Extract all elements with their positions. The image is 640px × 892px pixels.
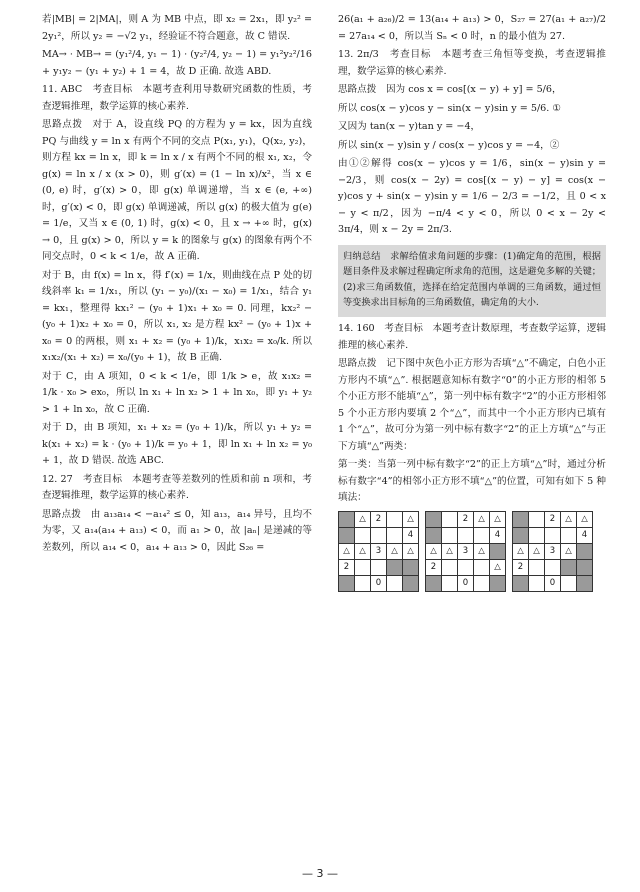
grid-cell: △: [426, 543, 442, 559]
grid-cell: [513, 575, 529, 591]
grid-cell: [529, 575, 545, 591]
grid-cell: △: [339, 543, 355, 559]
grid-cell: 3: [458, 543, 474, 559]
grid-cell: [513, 511, 529, 527]
grid-cell: [371, 559, 387, 575]
grid-cell: 2: [513, 559, 529, 575]
grid-cell: [387, 559, 403, 575]
grid-cell: [387, 527, 403, 543]
paragraph: 所以 sin(x − y)sin y / cos(x − y)cos y = −4，②: [338, 139, 560, 151]
paragraph: 若|MB| = 2|MA|，则 A 为 MB 中点，即 x₂ = 2x₁，即 y₂² = 2y₁²，所以 y₂ = −√2 y₁，经验证不符合题意，故 C 错误.: [42, 14, 312, 42]
grid-cell: △: [355, 543, 371, 559]
question-11-heading: 11. ABC 考查目标 本题考查利用导数研究函数的性质，考查逻辑推理，数学运算的核心素养.: [42, 84, 312, 112]
grid-cell: [339, 527, 355, 543]
grid-cell: [529, 527, 545, 543]
summary-box: [338, 245, 606, 318]
paragraph: 对于 D，由 B 项知，x₁ + x₂ = (y₀ + 1)/k，所以 y₁ + y₂ = k(x₁ + x₂) = k · (y₀ + 1)/k = y₀ + 1，即 ln x₁ + ln x₂ = y₀ + 1，故 D 错误. 故选 ABC.: [42, 422, 312, 466]
grid-figure: [338, 511, 419, 592]
grid-cell: [513, 527, 529, 543]
right-column: [338, 12, 606, 592]
grid-cell: [442, 511, 458, 527]
grid-cell: 3: [545, 543, 561, 559]
grid-cell: [387, 511, 403, 527]
grid-cell: [355, 559, 371, 575]
grid-cell: [474, 527, 490, 543]
grid-cell: [426, 527, 442, 543]
grid-cell: △: [561, 511, 577, 527]
grid-cell: [577, 543, 593, 559]
grid-cell: 4: [490, 527, 506, 543]
page-number: — 3 —: [302, 867, 338, 880]
question-12-heading: 12. 27 考查目标 本题考查等差数列的性质和前 n 项和，考查逻辑推理，数学运算的核心素养.: [42, 473, 312, 501]
grid-cell: △: [355, 511, 371, 527]
grid-cell: 0: [371, 575, 387, 591]
grid-cell: △: [577, 511, 593, 527]
grid-cell: [387, 575, 403, 591]
paragraph: 思路点拨 由 a₁₃a₁₄ < −a₁₄² ≤ 0，知 a₁₃，a₁₄ 异号，且均不为零，又 a₁₄(a₁₄ + a₁₃) < 0，而 a₁ > 0，故 |aₙ| 是递减的等差数列，所以 a₁₄ < 0，a₁₄ + a₁₃ > 0，因此 S₂₆ =: [42, 508, 312, 553]
grid-cell: [577, 559, 593, 575]
grid-cell: △: [403, 543, 419, 559]
grid-cell: [474, 575, 490, 591]
grid-cell: 2: [371, 511, 387, 527]
paragraph: 所以 cos(x − y)cos y − sin(x − y)sin y = 5/6. ①: [338, 102, 561, 114]
grid-cell: [458, 559, 474, 575]
grid-cell: △: [490, 511, 506, 527]
grid-cell: △: [490, 559, 506, 575]
question-13-heading: 13. 2π/3 考查目标 本题考查三角恒等变换，考查逻辑推理，数学运算的核心素养.: [338, 49, 606, 77]
paragraph: 思路点拨 对于 A，设直线 PQ 的方程为 y = kx，因为直线 PQ 与曲线 y = ln x 有两个不同的交点 P(x₁, y₁)，Q(x₂, y₂)，则方程 kx = ln x，即 k = ln x / x 有两个不同的根 x₁, x₂，令 g(x) = ln x / x (x > 0)，则 g′(x) = (1 − ln x)/x²，当 x ∈ (0, e) 时，g′(x) > 0，即 g(x) 单调递增，当 x ∈ (e, +∞) 时，g′(x) < 0，即 g(x) 单调递减，所以 g(x) 的极大值为 g(e) = 1/e，又当 x ∈ (0, 1) 时，g(x) < 0，且 x → +∞ 时，g(x) → 0，且 g(x) > 0，所以 y = k 的图象与 g(x) 的图象有两个不同交点时，0 < k < 1/e，故 A 正确.: [42, 119, 312, 262]
grid-cell: △: [442, 543, 458, 559]
grid-cell: 0: [458, 575, 474, 591]
grid-cell: [529, 511, 545, 527]
paragraph: 对于 C，由 A 项知，0 < k < 1/e，即 1/k > e，故 x₁x₂ = 1/k · x₀ > ex₀，所以 ln x₁ + ln x₂ > 1 + ln x₀，即 y₁ + y₂ > 1 + ln x₀，故 C 正确.: [42, 370, 312, 415]
paragraph: MA→ · MB→ = (y₁²/4, y₁ − 1) · (y₂²/4, y₂ − 1) = y₁²y₂²/16 + y₁y₂ − (y₁ + y₂) + 1 = 4，故 D 正确. 故选 ABD.: [42, 49, 312, 77]
left-column: [42, 12, 312, 558]
grid-cell: [403, 559, 419, 575]
grid-cell: △: [513, 543, 529, 559]
grid-cell: △: [474, 511, 490, 527]
grid-cell: [561, 575, 577, 591]
grid-cell: 2: [339, 559, 355, 575]
grid-cell: [442, 575, 458, 591]
grid-cell: [458, 527, 474, 543]
grid-cell: 4: [577, 527, 593, 543]
grid-cell: [371, 527, 387, 543]
grid-cell: [426, 575, 442, 591]
paragraph: 思路点拨 记下图中灰色小正方形为否填“△”不确定，白色小正方形内不填“△”. 根据题意知标有数字“0”的小正方形的相邻 5 个小正方形不能填“△”，第一列中标有数字“2”的小正方形相邻 5 个小正方形内要填 2 个“△”，而其中一个小正方形内已填有 1 个“△”，故可分为第一列中标有数字“2”的正上方填“△”与正下方填“△”两类：: [338, 358, 606, 452]
grid-cell: [545, 527, 561, 543]
grid-cell: [561, 559, 577, 575]
question-14-heading: 14. 160 考查目标 本题考查计数原理，考查数学运算，逻辑推理的核心素养.: [338, 323, 606, 351]
grid-cell: [490, 543, 506, 559]
grid-cell: △: [529, 543, 545, 559]
grid-cell: [442, 559, 458, 575]
paragraph: 第一类：当第一列中标有数字“2”的正上方填“△”时，通过分析标有数字“4”的相邻小正方形不填“△”的位置，可知有如下 5 种填法：: [338, 459, 606, 504]
grid-cell: 2: [426, 559, 442, 575]
grid-cell: [545, 559, 561, 575]
grid-cell: [339, 575, 355, 591]
grid-cell: [474, 559, 490, 575]
grid-cell: △: [387, 543, 403, 559]
grid-cell: [529, 559, 545, 575]
grid-cell: 2: [458, 511, 474, 527]
grid-cell: [577, 575, 593, 591]
paragraph: 思路点拨 因为 cos x = cos[(x − y) + y] = 5/6，: [338, 84, 562, 95]
grid-cell: [561, 527, 577, 543]
paragraph: 又因为 tan(x − y)tan y = −4，: [338, 121, 481, 132]
grid-cell: 2: [545, 511, 561, 527]
paragraph: 26(a₁ + a₂₆)/2 = 13(a₁₄ + a₁₃) > 0，S₂₇ = 27(a₁ + a₂₇)/2 = 27a₁₄ < 0，所以当 Sₙ < 0 时，n 的最小值为 27.: [338, 14, 606, 42]
grid-cell: △: [561, 543, 577, 559]
grid-cell: △: [403, 511, 419, 527]
paragraph: 对于 B，由 f(x) = ln x，得 f′(x) = 1/x，则曲线在点 P 处的切线斜率 k₁ = 1/x₁，所以 (y₁ − y₀)/(x₁ − x₀) = 1/x₁，结合 y₁ = kx₁，整理得 kx₁² − (y₀ + 1)x₁ + x₀ = 0. 同理，kx₂² − (y₀ + 1)x₂ + x₀ = 0，所以 x₁, x₂ 是方程 kx² − (y₀ + 1)x + x₀ = 0 的两根，则 x₁ + x₂ = (y₀ + 1)/k，x₁x₂ = x₀/k. 所以 x₁x₂/(x₁ + x₂) = x₀/(y₀ + 1)，故 B 正确.: [42, 269, 312, 363]
grid-cell: [442, 527, 458, 543]
grid-cell: [339, 511, 355, 527]
summary-text: 归纳总结 求解给值求角问题的步骤：(1)确定角的范围，根据题目条件及求解过程确定所求角的范围，这是避免多解的关键；(2)求三角函数值，选择在给定范围内单调的三角函数，通过恒等变换求出目标角的三角函数值，确定角的大小.: [343, 250, 601, 309]
grid-cell: [403, 575, 419, 591]
grid-cell: [426, 511, 442, 527]
grid-cell: 0: [545, 575, 561, 591]
grid-cell: [355, 527, 371, 543]
grid-cell: [490, 575, 506, 591]
grid-figures: [338, 511, 606, 592]
grid-figure: [512, 511, 593, 592]
grid-cell: 4: [403, 527, 419, 543]
grid-cell: 3: [371, 543, 387, 559]
grid-figure: [425, 511, 506, 592]
paragraph: 由①②解得 cos(x − y)cos y = 1/6，sin(x − y)sin y = −2/3，则 cos(x − 2y) = cos[(x − y) − y] = cos(x − y)cos y + sin(x − y)sin y = 1/6 − 2/3 = −1/2，且 0 < x − y < π/2，因为 −π/4 < y < 0，所以 0 < x − 2y < 3π/4，则 x − 2y = 2π/3.: [338, 158, 606, 235]
grid-cell: △: [474, 543, 490, 559]
grid-cell: [355, 575, 371, 591]
